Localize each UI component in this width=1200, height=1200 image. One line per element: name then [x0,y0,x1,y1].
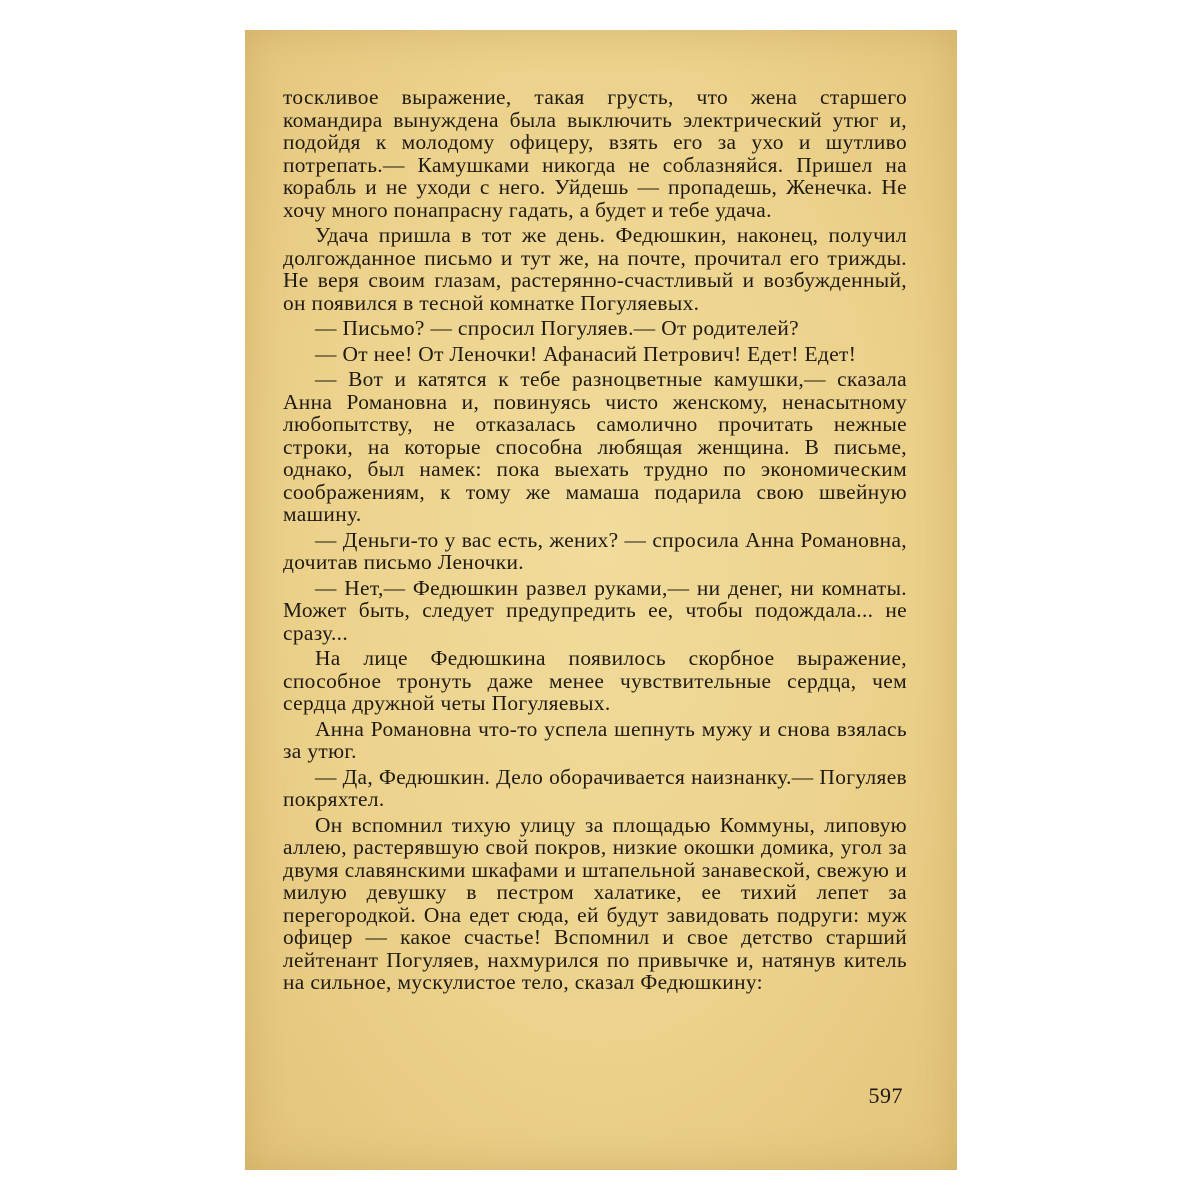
paragraph-7: — Нет,— Федюшкин развел руками,— ни денег, ни комнаты. Может быть, следует предупредить ее, чтобы подождала... не сразу... [283,575,907,645]
paragraph-6: — Деньги-то у вас есть, жених? — спросила Анна Романовна, дочитав письмо Леночки. [283,527,907,574]
paragraph-8: На лице Федюшкина появилось скорбное выражение, способное тронуть даже менее чувствительные сердца, чем сердца дружной четы Погуляевых. [283,646,907,715]
paragraph-11: Он вспомнил тихую улицу за площадью Коммуны, липовую аллею, растерявшую свой покров, низкие окошки домика, угол за двумя славянскими шкафами и штапельной занавеской, свежую и милую девушку в пестром халатике, ее тихий лепет за перегородкой. Она едет сюда, ей будут завидовать подруги: муж офицер — какое счастье! Вспомнил и свое детство старший лейтенант Погуляев, нахмурился по привычке и, натянув китель на сильное, мускулистое тело, сказал Федюшкину: [283,812,907,994]
paragraph-3: — Письмо? — спросил Погуляев.— От родителей? [315,316,799,340]
paragraph-5: — Вот и катятся к тебе разноцветные камушки,— сказала Анна Романовна и, повинуясь чисто женскому, ненасытному любопытству, не отказалась самолично прочитать нежные строки, на которые способна любящая женщина. В письме, однако, был намек: пока выехать трудно по экономическим соображениям, к тому же мамаша подарила свою швейную машину. [283,367,907,526]
paragraph-4: — От нее! От Леночки! Афанасий Петрович! Едет! Едет! [315,341,857,366]
paragraph-1: тоскливое выражение, такая грусть, что жена старшего командира вынуждена была выключить электрический утюг и, подойдя к молодому офицеру, взять его за ухо и шутливо потрепать.— Камушками никогда не соблазняйся. Пришел на корабль и не уходи с него. Уйдешь — пропадешь, Женечка. Не хочу много понапрасну гадать, а будет и тебе удача. [283,85,907,222]
book-page [245,30,957,1170]
paragraph-2: Удача пришла в тот же день. Федюшкин, наконец, получил долгожданное письмо и тут же, на почте, прочитал его трижды. Не веря своим глазам, растерянно-счастливый и возбужденный, он появился в тесной комнатке Погуляевых. [283,223,907,315]
paragraph-9: Анна Романовна что-то успела шепнуть мужу и снова взялась за утюг. [283,716,907,763]
page-number: 597 [868,1083,903,1108]
page-text [283,86,907,994]
paragraph-10: — Да, Федюшкин. Дело оборачивается наизнанку.— Погуляев покряхтел. [283,764,907,811]
